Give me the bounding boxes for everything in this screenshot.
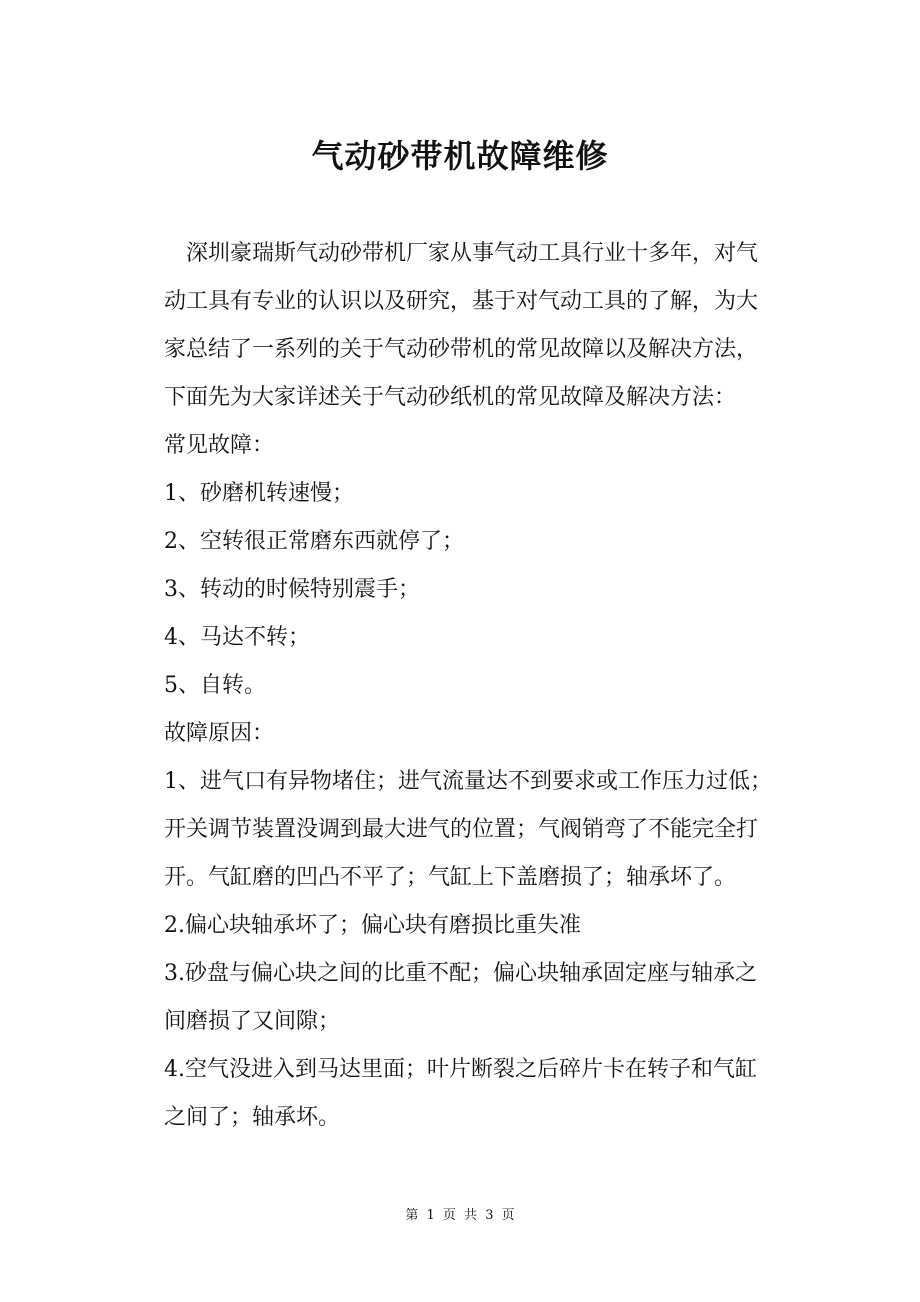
page-number-footer: 第 1 页 共 3 页 [405,1208,515,1223]
document-title: 气动砂带机故障维修 [311,137,609,175]
body-line-4: 下面先为大家详述关于气动砂纸机的常见故障及解决方法： [164,385,737,410]
fault-item-1: 1、砂磨机转速慢； [164,481,354,506]
fault-item-3: 3、转动的时候特别震手； [164,577,420,602]
cause-item-1-line-2: 开关调节装置没调到最大进气的位置；气阀销弯了不能完全打 [164,817,759,842]
body-line-3: 家总结了一系列的关于气动砂带机的常见故障以及解决方法， [164,337,759,362]
body-line-1: 深圳豪瑞斯气动砂带机厂家从事气动工具行业十多年，对气 [164,241,759,266]
cause-item-1-line-3: 开。气缸磨的凹凸不平了；气缸上下盖磨损了；轴承坏了。 [164,865,737,890]
fault-item-4: 4、马达不转； [164,625,310,650]
cause-item-4-line-2: 之间了；轴承坏。 [164,1105,341,1130]
cause-item-2: 2.偏心块轴承坏了；偏心块有磨损比重失准 [164,913,581,938]
section-heading-fault-causes: 故障原因： [164,721,275,746]
body-line-2: 动工具有专业的认识以及研究，基于对气动工具的了解，为大 [164,289,759,314]
cause-item-3-line-1: 3.砂盘与偏心块之间的比重不配；偏心块轴承固定座与轴承之 [164,961,757,986]
fault-item-5: 5、自转。 [164,673,266,698]
section-heading-common-faults: 常见故障： [164,433,275,458]
cause-item-4-line-1: 4.空气没进入到马达里面；叶片断裂之后碎片卡在转子和气缸 [164,1057,757,1082]
cause-item-3-line-2: 间磨损了又间隙； [164,1009,341,1034]
fault-item-2: 2、空转很正常磨东西就停了； [164,529,464,554]
cause-item-1-line-1: 1、进气口有异物堵住；进气流量达不到要求或工作压力过低； [164,769,772,794]
